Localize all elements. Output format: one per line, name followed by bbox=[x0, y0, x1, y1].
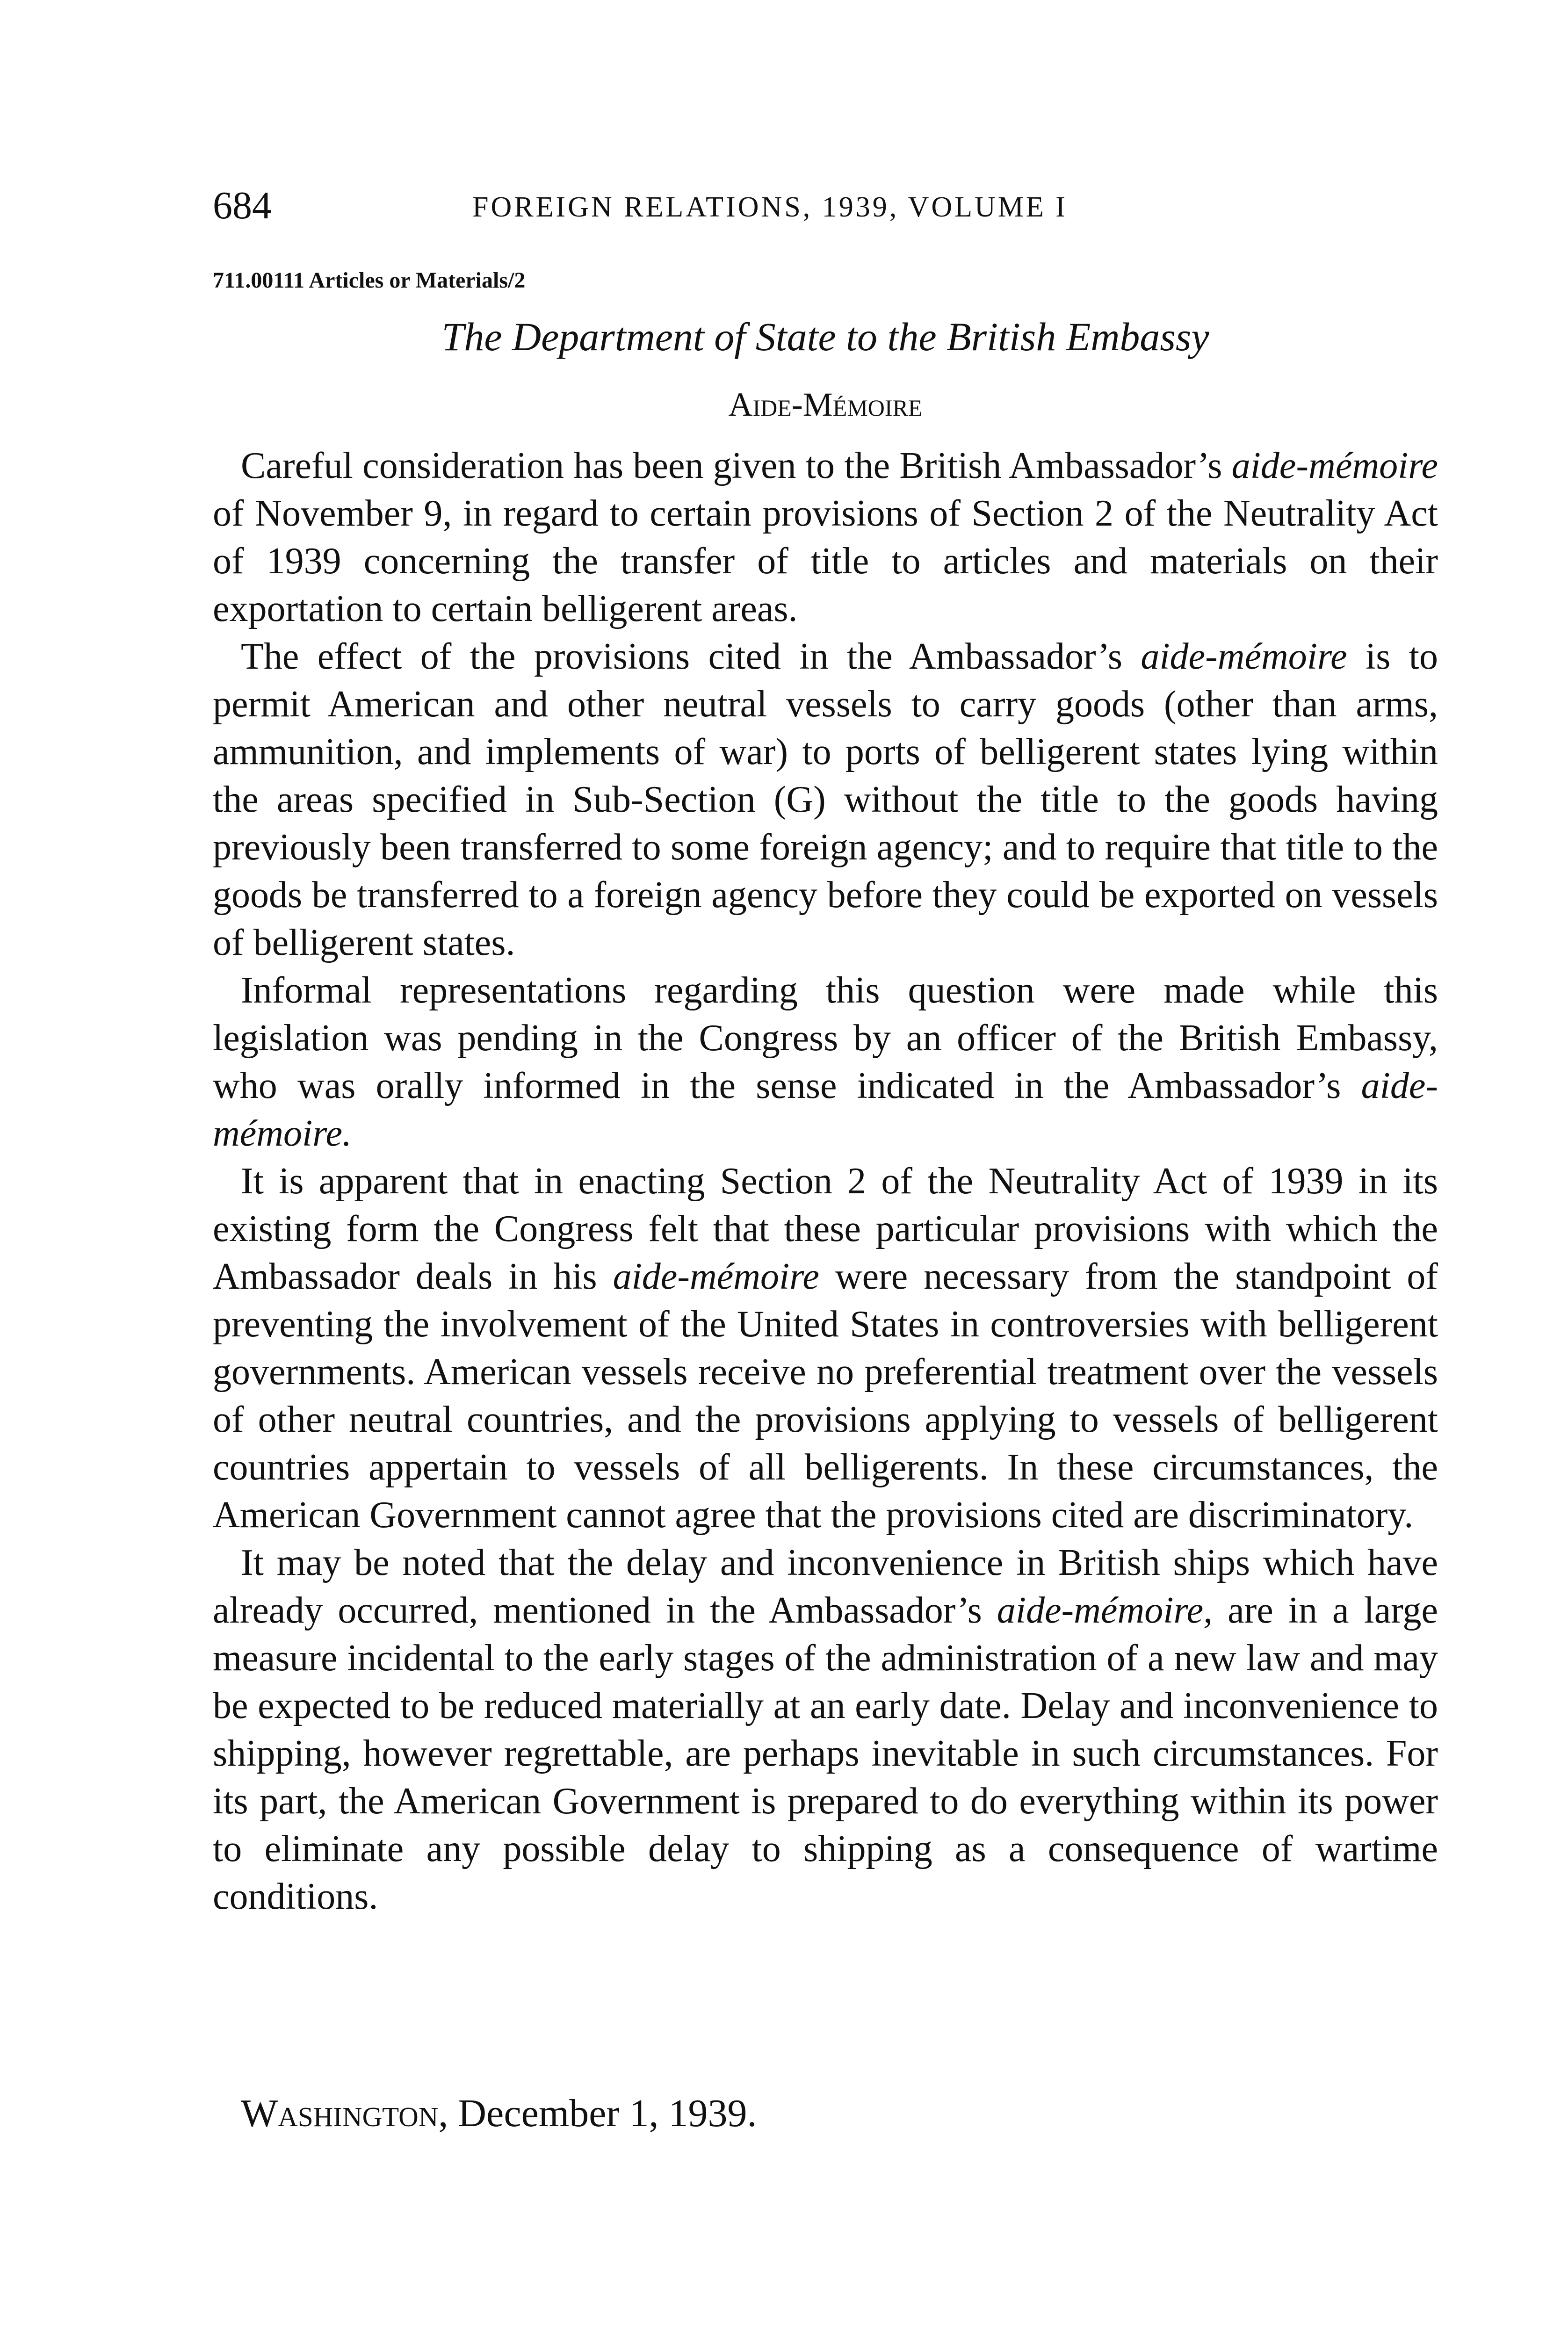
running-head bbox=[213, 180, 1438, 231]
paragraph-4: It is apparent that in enacting Section 2 of the Neutrality Act of 1939 in its existing form the Congress felt that these particular provisions with which the Ambassador deals in his aide-mémoire were necessary from the standpoint of preventing the involvement of the United States in controversies with belligerent governments. American vessels receive no preferential treatment over the vessels of other neutral countries, and the provisions applying to vessels of belligerent countries appertain to vessels of all belligerents. In these circumstances, the American Government cannot agree that the provisions cited are discriminatory. bbox=[213, 1161, 1438, 1536]
paragraph-2: The effect of the provisions cited in the Ambassador’s aide-mémoire is to permit American and other neutral vessels to carry goods (other than arms, ammunition, and implements of war) to ports of belligerent states lying within the areas specified in Sub-Section (G) without the title to the goods having previously been transferred to some foreign agency; and to require that title to the goods be transferred to a foreign agency before they could be exported on vessels of belligerent states. bbox=[213, 636, 1438, 963]
paragraph-5: It may be noted that the delay and inconvenience in British ships which have already occurred, mentioned in the Ambassador’s aide-mémoire, are in a large measure incidental to the early stages of the administration of a new law and may be expected to be reduced materially at an early date. Delay and inconvenience to shipping, however regrettable, are perhaps inevitable in such circumstances. For its part, the American Government is prepared to do everything within its power to eliminate any possible delay to shipping as a consequence of wartime conditions. bbox=[213, 1542, 1438, 1917]
page-number: 684 bbox=[213, 184, 272, 227]
running-title: FOREIGN RELATIONS, 1939, VOLUME I bbox=[472, 191, 1068, 223]
paragraph-3: Informal representations regarding this question were made while this legislation was pending in the Congress by an officer of the British Embassy, who was orally informed in the sense indicated in the Ambassador’s aide-mémoire. bbox=[213, 970, 1438, 1154]
signoff bbox=[241, 2088, 757, 2139]
body-text bbox=[213, 442, 1438, 1920]
document-type: Aide-Mémoire bbox=[728, 386, 923, 423]
signoff-date: December 1, 1939. bbox=[448, 2092, 757, 2135]
signoff-place: Washington, bbox=[241, 2092, 448, 2135]
paragraph-1: Careful consideration has been given to the British Ambassador’s aide-mémoire of November 9, in regard to certain provisions of Section 2 of the Neutrality Act of 1939 concerning the transfer of title to articles and materials on their exportation to certain belligerent areas. bbox=[213, 445, 1438, 629]
file-reference: 711.00111 Articles or Materials/2 bbox=[213, 268, 526, 293]
document-heading: The Department of State to the British Embassy bbox=[441, 314, 1209, 359]
